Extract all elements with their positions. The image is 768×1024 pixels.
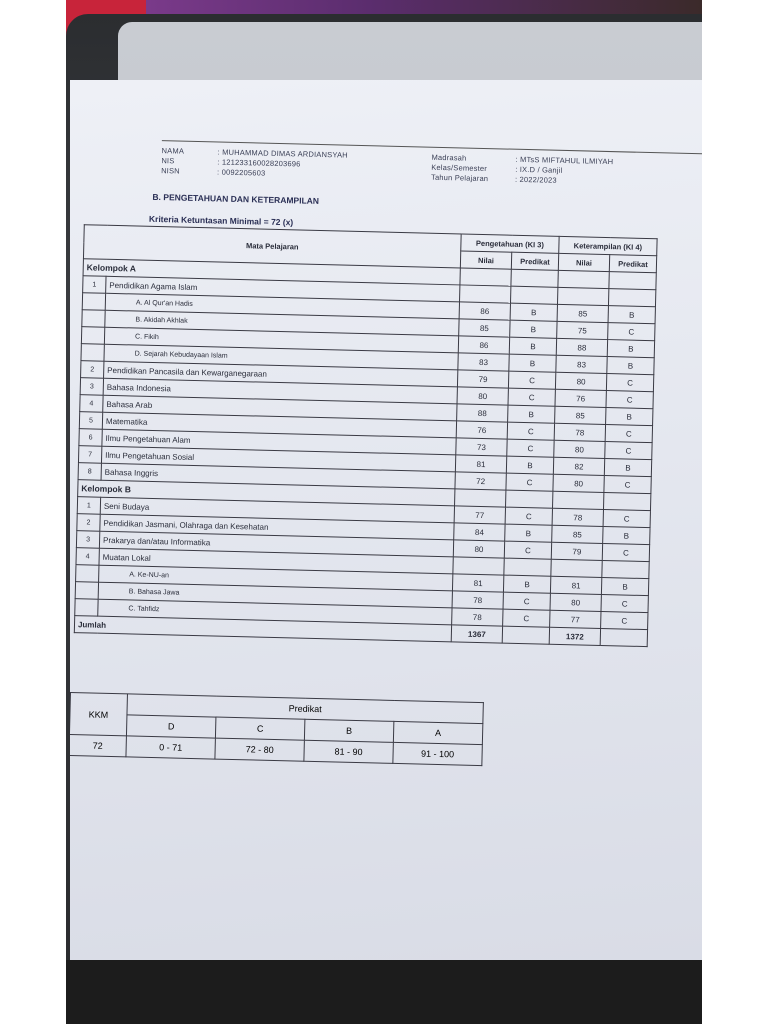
subject-number: 3 (76, 531, 99, 549)
grade-range: 81 - 90 (304, 740, 393, 763)
madrasah-value: : MTsS MIFTAHUL ILMIYAH (515, 154, 614, 167)
pengetahuan-predikat: B (506, 456, 553, 474)
keterampilan-nilai: 83 (556, 355, 607, 373)
report-paper (70, 80, 702, 960)
pengetahuan-nilai: 83 (458, 353, 509, 371)
pengetahuan-nilai: 78 (452, 591, 503, 609)
pengetahuan-nilai: 88 (457, 404, 508, 422)
subject-number: 2 (77, 514, 100, 532)
subject-number: 8 (78, 463, 101, 481)
pengetahuan-nilai: 80 (457, 387, 508, 405)
subject-number: 3 (80, 378, 103, 396)
keterampilan-nilai: 82 (553, 457, 604, 475)
subject-number (81, 327, 104, 345)
total-empty-1 (502, 626, 549, 644)
pengetahuan-predikat: B (508, 405, 555, 423)
keterampilan-predikat: C (606, 374, 653, 392)
subject-name: Bahasa Inggris (101, 463, 455, 489)
keterampilan-nilai: 85 (552, 525, 603, 543)
subject-number (82, 293, 105, 311)
subject-number: 4 (80, 395, 103, 413)
subject-number: 5 (79, 412, 102, 430)
pengetahuan-predikat: C (505, 507, 552, 525)
col-mapel-header: Mata Pelajaran (83, 225, 461, 268)
name-value: : MUHAMMAD DIMAS ARDIANSYAH (217, 147, 348, 160)
keterampilan-predikat: C (601, 611, 648, 629)
total-label: Jumlah (74, 616, 451, 642)
subject-number (75, 582, 98, 600)
pengetahuan-nilai (460, 285, 511, 303)
subject-number (75, 599, 98, 617)
keterampilan-predikat: B (603, 526, 650, 544)
subject-name: D. Sejarah Kebudayaan Islam (104, 344, 458, 370)
report-sheet (76, 134, 702, 642)
keterampilan-nilai (551, 559, 602, 577)
grade-range: 0 - 71 (126, 736, 215, 759)
subject-name: Pendidikan Agama Islam (106, 276, 460, 302)
keterampilan-predikat: B (608, 306, 655, 324)
group-b-label-empty-0 (455, 489, 506, 507)
keterampilan-nilai: 81 (550, 576, 601, 594)
pengetahuan-nilai: 84 (454, 523, 505, 541)
grade-range: 72 - 80 (215, 738, 304, 761)
subject-name: A. Al Qur'an Hadis (105, 293, 459, 319)
pengetahuan-nilai: 78 (452, 608, 503, 626)
pengetahuan-nilai: 81 (452, 574, 503, 592)
pengetahuan-nilai: 77 (454, 506, 505, 524)
pengetahuan-predikat: B (503, 575, 550, 593)
kkm-value: 72 (70, 734, 126, 756)
group-b-label-empty-2 (552, 491, 603, 509)
subject-number (76, 565, 99, 583)
col-pengetahuan-header: Pengetahuan (KI 3) (461, 234, 559, 253)
keterampilan-nilai: 85 (555, 406, 606, 424)
keterampilan-predikat: B (604, 459, 651, 477)
keterampilan-nilai: 88 (556, 338, 607, 356)
subject-name: Muatan Lokal (99, 548, 453, 574)
pengetahuan-predikat: B (505, 524, 552, 542)
pengetahuan-predikat (504, 558, 551, 576)
subject-name: C. Tahfidz (98, 599, 452, 625)
grade-letter: C (215, 717, 304, 740)
pengetahuan-predikat (510, 286, 557, 304)
keterampilan-predikat: B (606, 408, 653, 426)
subject-name: A. Ke-NU-an (99, 565, 453, 591)
pengetahuan-predikat: B (510, 320, 557, 338)
group-a-label-empty-2 (558, 270, 609, 288)
subject-name: B. Akidah Akhlak (105, 310, 459, 336)
pengetahuan-predikat: C (507, 422, 554, 440)
keterampilan-predikat (602, 560, 649, 578)
pengetahuan-predikat: C (506, 473, 553, 491)
grade-letter: D (126, 715, 215, 738)
subject-number (82, 310, 105, 328)
pengetahuan-predikat: B (509, 337, 556, 355)
subject-name: Bahasa Arab (103, 395, 457, 421)
keterampilan-predikat: C (605, 425, 652, 443)
keterampilan-predikat: B (601, 577, 648, 595)
grade-letter: A (393, 721, 482, 744)
total-empty-2 (600, 628, 647, 646)
pengetahuan-nilai (453, 557, 504, 575)
subject-number (81, 344, 104, 362)
pengetahuan-predikat: C (508, 388, 555, 406)
keterampilan-nilai: 80 (555, 372, 606, 390)
pengetahuan-nilai: 80 (453, 540, 504, 558)
nisn-label: NISN (161, 166, 180, 176)
subject-name: B. Bahasa Jawa (98, 582, 452, 608)
tahun-value: : 2022/2023 (514, 174, 557, 185)
col-predikat-t: Predikat (609, 255, 656, 273)
subject-number: 6 (79, 429, 102, 447)
col-nilai-t: Nilai (558, 253, 609, 271)
pengetahuan-nilai: 79 (457, 370, 508, 388)
subject-number: 1 (83, 276, 106, 294)
group-a-label-empty-3 (609, 272, 656, 290)
keterampilan-nilai: 80 (553, 474, 604, 492)
pengetahuan-nilai: 76 (456, 421, 507, 439)
subject-name: Prakarya dan/atau Informatika (99, 531, 453, 557)
keterampilan-nilai: 78 (552, 508, 603, 526)
keterampilan-nilai: 80 (554, 440, 605, 458)
group-b-label: Kelompok B (78, 480, 455, 506)
nisn-value: : 0092205603 (217, 167, 266, 178)
kkm-table (70, 692, 484, 766)
pengetahuan-nilai: 73 (456, 438, 507, 456)
grades-table (74, 224, 658, 647)
group-b-label-empty-1 (506, 490, 553, 508)
keterampilan-predikat: C (604, 476, 651, 494)
subject-number: 4 (76, 548, 99, 566)
subject-name: Pendidikan Jasmani, Olahraga dan Kesehatan (100, 514, 454, 540)
col-predikat-k: Predikat (511, 252, 558, 270)
subject-name: Bahasa Indonesia (103, 378, 457, 404)
pengetahuan-predikat: C (507, 439, 554, 457)
keterampilan-predikat: C (603, 509, 650, 527)
predikat-label: Predikat (127, 694, 483, 724)
pengetahuan-nilai: 86 (459, 302, 510, 320)
keterampilan-nilai: 85 (557, 304, 608, 322)
group-a-label-empty-0 (460, 268, 511, 286)
pengetahuan-nilai: 72 (455, 472, 506, 490)
pengetahuan-predikat: C (508, 371, 555, 389)
kelas-label: Kelas/Semester (431, 162, 488, 174)
pengetahuan-predikat: B (509, 354, 556, 372)
group-b-label-empty-3 (603, 493, 650, 511)
kelas-value: : IX.D / Ganjil (515, 164, 563, 175)
section-title: B. PENGETAHUAN DAN KETERAMPILAN (152, 191, 320, 206)
subject-number: 1 (77, 497, 100, 515)
nis-value: : 121233160028203696 (217, 157, 301, 169)
pengetahuan-nilai: 85 (459, 319, 510, 337)
keterampilan-predikat: C (605, 442, 652, 460)
tahun-label: Tahun Pelajaran (430, 172, 489, 184)
subject-name: Pendidikan Pancasila dan Kewarganegaraan (104, 361, 458, 387)
keterampilan-predikat: C (602, 543, 649, 561)
subject-name: Ilmu Pengetahuan Sosial (101, 446, 455, 472)
keterampilan-nilai (557, 287, 608, 305)
total-keterampilan: 1372 (549, 627, 600, 645)
subject-name: C. Fikih (104, 327, 458, 353)
pengetahuan-nilai: 81 (455, 455, 506, 473)
keterampilan-nilai: 77 (550, 610, 601, 628)
keterampilan-predikat: B (607, 357, 654, 375)
madrasah-label: Madrasah (431, 152, 467, 163)
pengetahuan-predikat: B (510, 303, 557, 321)
keterampilan-nilai: 78 (554, 423, 605, 441)
col-nilai-k: Nilai (460, 251, 511, 269)
keterampilan-nilai: 75 (557, 321, 608, 339)
keterampilan-predikat: C (601, 594, 648, 612)
keterampilan-predikat: C (608, 323, 655, 341)
grade-letter: B (304, 719, 393, 742)
keterampilan-predikat: B (607, 340, 654, 358)
total-pengetahuan: 1367 (451, 625, 502, 643)
subject-name: Seni Budaya (100, 497, 454, 523)
col-keterampilan-header: Keterampilan (KI 4) (559, 236, 657, 255)
kkm-heading: Kriteria Ketuntasan Minimal = 72 (x) (148, 213, 294, 228)
keterampilan-nilai: 76 (555, 389, 606, 407)
pengetahuan-predikat: C (503, 609, 550, 627)
subject-name: Ilmu Pengetahuan Alam (102, 429, 456, 455)
nis-label: NIS (161, 156, 175, 166)
group-a-label: Kelompok A (83, 259, 460, 285)
keterampilan-predikat: C (606, 391, 653, 409)
grade-range: 91 - 100 (393, 742, 482, 765)
group-a-label-empty-1 (511, 269, 558, 287)
subject-number: 7 (78, 446, 101, 464)
keterampilan-nilai: 79 (551, 542, 602, 560)
subject-name: Matematika (102, 412, 456, 438)
kkm-label: KKM (70, 693, 127, 736)
name-label: NAMA (161, 146, 185, 156)
keterampilan-nilai: 80 (550, 593, 601, 611)
keterampilan-predikat (608, 289, 655, 307)
pengetahuan-predikat: C (504, 541, 551, 559)
pengetahuan-predikat: C (503, 592, 550, 610)
subject-number: 2 (81, 361, 104, 379)
background-bottom (66, 960, 702, 1024)
pengetahuan-nilai: 86 (458, 336, 509, 354)
